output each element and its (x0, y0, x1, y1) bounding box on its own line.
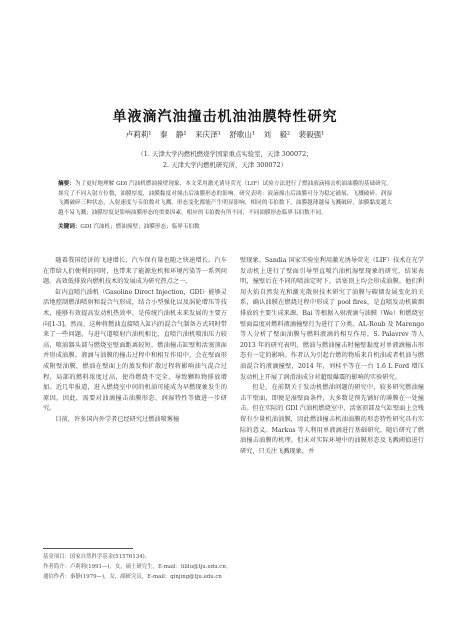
footnote-funding: 基金项目：国家自然科学基金(51576134)。 (43, 554, 151, 560)
paper-title: 单液滴汽油撞击机油油膜特性研究 (112, 109, 338, 125)
affiliation-2: 2. 天津大学内燃机研究所，天津 300072） (162, 161, 288, 169)
footnote-divider (43, 548, 133, 549)
paragraph: 但是，在前期关于发动机燃油问题的研究中，较多研究燃油撞击干壁面，即便是湿壁面条件，大多数是预先铺好的薄膜在一处撞击。但在实际的 GDI 汽油机燃烧室中，活塞顶部及气缸壁面上会残留有少量机油油膜，因此燃油撞击机油油膜的形态特性研究具有实际的意义。Markus 等人利用单液滴进行基础研究，随后研究了燃油撞击油膜的机理。但未对实际环境中的油膜形态及飞溅阈值进行研究，只关注飞溅现象，并 (240, 384, 424, 455)
body-left-column (43, 256, 227, 426)
abstract-label: 摘要： (58, 181, 75, 187)
paragraph: 缸内直喷汽油机（Gasoline Direct Injection，GDI）能够灵活地控制燃油喷射和混合气形成，结合小型强化以及涡轮增压等技术，能够有效提高发动机热效率，是传统汽油机未来发展的主要方向[1-3]。然而，这种将燃油直接喷入缸内的混合气制备方式同时带来了一些问题。与进气道喷射汽油机相比，直喷汽油机喷油压力较高，喷油器头部与燃烧室壁面距离较短，燃油撞击缸壁和活塞顶面并形成油膜。液滴与油膜的撞击过程中和相互作用中，会在壁面形成附壁油膜，燃油在壁面上的蒸发和扩散过程将影响油气混合过程，局部的燃料浓度过高，使得燃烧不完全，导致颗粒物排放增加。近几年报道，进入燃烧室中间的机油可能成为早燃现象发生的原因。因此，需要对油滴撞击油膜形态、润湿特性等做进一步研究。 (43, 288, 227, 413)
abstract-text: 为了更好地理解 GDI 汽油机燃油撞壁现象，本文采用激光诱导荧光（LIF）试验方法进行了燃油液滴撞击机油油膜的基础研究。探究了不同入射方位数，油膜厚度，油膜黏度对撞击后油膜形态的影响。研究表明：液滴撞击后油膜可分为稳定铺展、飞溅破碎、润湿飞溅破碎三种状态，入射速度与韦伯数对飞溅、形态变化都能产生明显影响，相同的韦伯数下，油膜越薄越易飞溅破碎，油膜黏度越大越不易飞溅；油膜厚度是影响油膜形态的重要因素，相应的韦伯数有所不同，不同油膜形态临界韦伯数不同。 (58, 181, 392, 216)
paragraph: 目前，许多国内外学者已经研究过燃油喷雾撞 (55, 415, 180, 423)
footnote-corresponding: 通信作者：秦静(1979—)，女，副研究员，E-mail：qinjing@tju.edu.cn (43, 574, 222, 580)
body-right-column (240, 256, 424, 457)
paragraph: 壁现象。Sandia 国家实验室利用激光诱导荧光（LIF）技术在光学发动机上进行了壁面引导型直喷汽油机湿壁现象的研究，结果表明，撞壁后在不同的喷油定时下，活塞顶上均会形成油膜。他们利用火焰自然发光和激光散射技术研究了油膜与碳烟发展变化的关系，确认油膜在燃烧过程中形成了 pool fires，是直喷发动机碳烟排放的主要生成来源。Bai 等根据入射液滴与油膜（We）和燃烧室壁面温度对燃料液滴撞壁行为进行了分类。AL-Roub 及 Marengo 等人分析了壁面油膜与燃料液滴的相互作用。S. Palavrev 等人 2013 年的研究表明，燃油与燃油撞击时撞壁黏度对单液滴撞击形态有一定的影响。作者认为引起台燃的物质来自机油或者机油与燃油混合的液滴撞壁，2014 年，刘桂平等在一台 1.6 L Ford 增压发动机上开展了润滑油成分对超级爆震的影响的实验研究。 (240, 257, 424, 381)
keywords-text: GDI 汽油机；燃油撞壁；油膜形态；临界韦伯数 (80, 224, 200, 230)
affiliation-1: （1. 天津大学内燃机燃烧学国家重点实验室，天津 300072； (137, 150, 313, 158)
author-list: 卢莉莉¹ 秦 静¹ 来庆泽¹ 舒歌山¹ 刘 毅² 裴毅强¹ (125, 130, 325, 139)
keywords-label: 关键词： (58, 224, 81, 230)
paragraph: 随着我国经济的飞速增长，汽车保有量也随之快速增长。汽车在带给人们便利的同时，也带来了能源危机和环境污染等一系列问题。高效低排放内燃机技术的发展成为研究热点之一。 (43, 257, 227, 286)
keywords (58, 223, 392, 232)
footnote-author: 作者简介：卢莉莉(1991—)，女，硕士研究生，E-mail：lililu@tju.edu.cn。 (43, 564, 232, 570)
abstract (58, 180, 392, 218)
